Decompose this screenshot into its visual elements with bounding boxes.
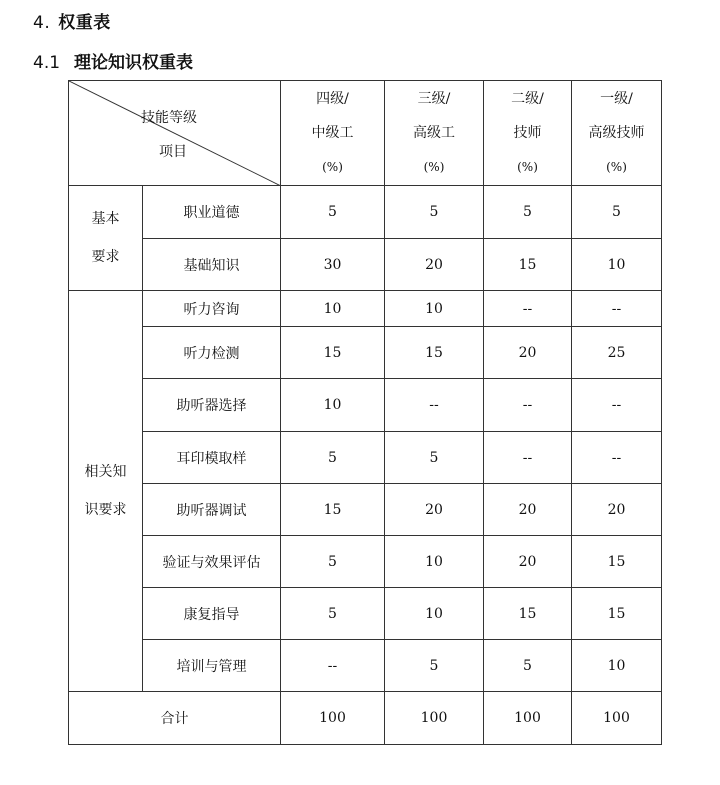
skill-level-label: 技能等级 — [141, 110, 197, 126]
item-cell: 耳印模取样 — [143, 432, 281, 484]
subsection-number: 4.1 — [33, 53, 61, 73]
value-cell: 20 — [572, 484, 662, 536]
table-row — [69, 536, 662, 588]
table-row — [69, 186, 662, 239]
value-cell: 5 — [281, 536, 385, 588]
value-cell: 5 — [385, 640, 484, 692]
level-header-2: 二级/ 技师 (%) — [484, 81, 572, 186]
value-cell: 20 — [385, 484, 484, 536]
section-heading — [33, 8, 111, 33]
value-cell: 5 — [484, 640, 572, 692]
value-cell: -- — [484, 291, 572, 327]
value-cell: 10 — [572, 640, 662, 692]
value-cell: -- — [572, 432, 662, 484]
value-cell: 25 — [572, 327, 662, 379]
item-cell: 验证与效果评估 — [143, 536, 281, 588]
level-header-3: 三级/ 高级工 (%) — [385, 81, 484, 186]
table-row — [69, 588, 662, 640]
total-value-cell: 100 — [281, 692, 385, 745]
value-cell: -- — [572, 379, 662, 432]
value-cell: -- — [484, 379, 572, 432]
table-row — [69, 640, 662, 692]
table-row — [69, 484, 662, 536]
value-cell: 15 — [281, 484, 385, 536]
item-label: 项目 — [159, 144, 187, 160]
value-cell: 5 — [572, 186, 662, 239]
value-cell: 15 — [484, 239, 572, 291]
value-cell: 10 — [385, 588, 484, 640]
weight-table — [68, 80, 662, 745]
section-number: 4. — [33, 13, 51, 33]
item-cell: 基础知识 — [143, 239, 281, 291]
value-cell: 5 — [281, 432, 385, 484]
total-row — [69, 692, 662, 745]
item-cell: 培训与管理 — [143, 640, 281, 692]
value-cell: 5 — [385, 186, 484, 239]
value-cell: 15 — [484, 588, 572, 640]
value-cell: -- — [572, 291, 662, 327]
value-cell: 5 — [385, 432, 484, 484]
item-cell: 助听器调试 — [143, 484, 281, 536]
value-cell: 30 — [281, 239, 385, 291]
value-cell: 10 — [572, 239, 662, 291]
table-header-row — [69, 81, 662, 186]
value-cell: -- — [484, 432, 572, 484]
value-cell: 15 — [385, 327, 484, 379]
item-cell: 听力检测 — [143, 327, 281, 379]
table-row — [69, 327, 662, 379]
level-header-1: 一级/ 高级技师 (%) — [572, 81, 662, 186]
value-cell: 5 — [484, 186, 572, 239]
value-cell: -- — [281, 640, 385, 692]
group-cell-related: 相关知 识要求 — [69, 291, 143, 692]
table-row — [69, 291, 662, 327]
value-cell: 10 — [385, 291, 484, 327]
item-cell: 助听器选择 — [143, 379, 281, 432]
item-cell: 听力咨询 — [143, 291, 281, 327]
diagonal-line — [69, 81, 281, 186]
section-title: 权重表 — [58, 13, 111, 33]
level-header-4: 四级/ 中级工 (%) — [281, 81, 385, 186]
total-value-cell: 100 — [484, 692, 572, 745]
total-label-cell: 合计 — [69, 692, 281, 745]
value-cell: 5 — [281, 588, 385, 640]
subsection-heading — [33, 48, 193, 73]
total-value-cell: 100 — [572, 692, 662, 745]
value-cell: 15 — [572, 588, 662, 640]
value-cell: 15 — [281, 327, 385, 379]
value-cell: 5 — [281, 186, 385, 239]
value-cell: 20 — [385, 239, 484, 291]
value-cell: 20 — [484, 484, 572, 536]
value-cell: -- — [385, 379, 484, 432]
item-cell: 康复指导 — [143, 588, 281, 640]
value-cell: 20 — [484, 536, 572, 588]
corner-header-cell — [69, 81, 281, 186]
value-cell: 10 — [385, 536, 484, 588]
table-row — [69, 432, 662, 484]
table-row — [69, 239, 662, 291]
table-row — [69, 379, 662, 432]
total-value-cell: 100 — [385, 692, 484, 745]
value-cell: 10 — [281, 291, 385, 327]
value-cell: 15 — [572, 536, 662, 588]
subsection-title: 理论知识权重表 — [74, 53, 194, 73]
group-cell-basic: 基本 要求 — [69, 186, 143, 291]
item-cell: 职业道德 — [143, 186, 281, 239]
value-cell: 20 — [484, 327, 572, 379]
value-cell: 10 — [281, 379, 385, 432]
